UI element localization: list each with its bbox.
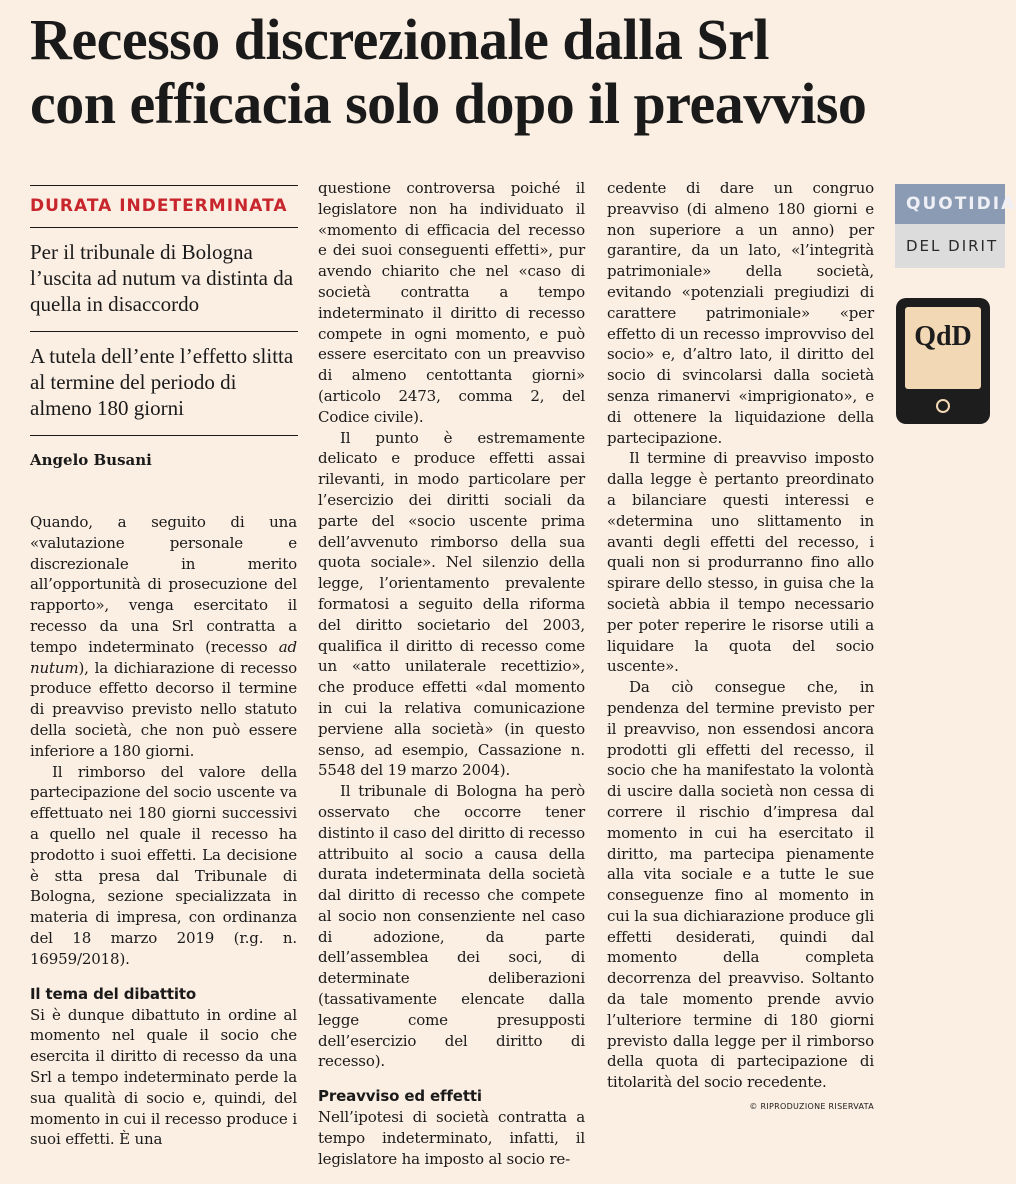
kicker: DURATA INDETERMINATA xyxy=(30,196,288,216)
banner-title: QUOTIDIA xyxy=(895,184,1005,224)
paragraph: questione controversa poiché il legislatore non ha individuato il «momento di efficacia del recesso e dei suoi conseguenti effetti», pur avendo chiarito che nel «caso di società contratta a tempo indeterminato il diritto di recesso compete in ogni momento, e può essere esercitato con un preavviso di almeno centottanta giorni» (articolo 2473, comma 2, del Codice civile). xyxy=(318,179,585,426)
subheading: Il tema del dibattito xyxy=(30,984,197,1003)
paragraph: cedente di dare un congruo preavviso (di almeno 180 giorni e non superiore a un anno) per garantire, da un lato, «l’integrità patrimoniale» della società, evitando «potenziali pregiudizi di carattere patrimoniale» «per effetto di un recesso improvviso del socio» e, d’altro lato, il diritto del socio di svincolarsi dalla società senza rimanervi «imprigionato», e di ottenere la liquidazione della partecipazione. xyxy=(607,179,874,447)
sidebar xyxy=(30,185,298,469)
text: Quando, a seguito di una «valutazione personale e discrezionale in merito all’opportunità di prosecuzione del rapporto», venga esercitato il recesso da una Srl contratta a tempo indeterminato (recesso xyxy=(30,513,297,656)
paragraph: Da ciò consegue che, in pendenza del termine previsto per il preavviso, non essendosi ancora prodotti gli effetti del recesso, il socio che ha manifestato la volontà di uscire dalla società non cessa di correre il rischio d’impresa dal momento in cui ha esercitato il diritto, ma partecipa pienamente alla vita sociale e a tutte le sue conseguenze fino al momento in cui la sua dichiarazione produce gli effetti desiderati, quindi dal momento della completa decorrenza del preavviso. Soltanto da tale momento prende avvio l’ulteriore termine di 180 giorni previsto dalla legge per il rimborso della quota di partecipazione di titolarità del socio recedente. xyxy=(607,678,874,1092)
article-column-2 xyxy=(318,178,585,1170)
article-column-3 xyxy=(607,178,874,1118)
paragraph: Nell’ipotesi di società contratta a tempo indeterminato, infatti, il legislatore ha imposto al socio re- xyxy=(318,1108,585,1168)
deck-2: A tutela dell’ente l’effetto slitta al termine del periodo di almeno 180 giorni xyxy=(30,344,294,420)
author-byline: Angelo Busani xyxy=(30,451,152,469)
paragraph: Il punto è estremamente delicato e produce effetti assai rilevanti, in modo particolare per l’esercizio dei diritti sociali da parte del «socio uscente prima dell’avvenuto rimborso della sua quota sociale». Nel silenzio della legge, l’orientamento prevalente formatosi a seguito della riforma del diritto societario del 2003, qualifica il diritto di recesso come un «atto unilaterale recettizio», che produce effetti «dal momento in cui la relativa comunicazione perviene alla società» (in questo senso, ad esempio, Cassazione n. 5548 del 19 marzo 2004). xyxy=(318,428,585,780)
paragraph xyxy=(30,512,297,762)
paragraph: Il tribunale di Bologna ha però osservato che occorre tener distinto il caso del diritto di recesso attribuito al socio a causa della durata indeterminata della società dal diritto di recesso che compete al socio non consenziente nel caso di adozione, da parte dell’assemblea dei soci, di determinate deliberazioni (tassativamente elencate dalla legge come presupposti dell’esercizio del diritto di recesso). xyxy=(318,782,585,1071)
paragraph: Il rimborso del valore della partecipazione del socio uscente va effettuato nei 180 giorni successivi a quello nel quale il recesso ha prodotto i suoi effetti. La decisione è stta presa dal Tribunale di Bologna, sezione specializzata in materia di impresa, con ordinanza del 18 marzo 2019 (r.g. n. 16959/2018). xyxy=(30,762,297,968)
tablet-screen xyxy=(905,307,981,389)
qdd-logo: QdD xyxy=(914,321,972,352)
qdd-banner[interactable] xyxy=(895,184,1016,268)
copyright-notice: © RIPRODUZIONE RISERVATA xyxy=(749,1102,874,1112)
headline-line-2: con efficacia solo dopo il preavviso xyxy=(30,71,867,136)
tablet-home-button xyxy=(936,399,950,413)
article-column-1 xyxy=(30,512,297,1150)
subheading: Preavviso ed effetti xyxy=(318,1087,482,1106)
tablet-icon[interactable] xyxy=(896,298,990,424)
paragraph: Il termine di preavviso imposto dalla legge è pertanto preordinato a bilanciare questi interessi e «determina uno slittamento in avanti degli effetti del recesso, i quali non si produrranno fino allo spirare dello stesso, in guisa che la società abbia il tempo necessario per poter reperire le risorse utili a liquidare la quota del socio uscente». xyxy=(607,449,874,676)
headline-line-1: Recesso discrezionale dalla Srl xyxy=(30,7,769,72)
paragraph: Si è dunque dibattuto in ordine al momento nel quale il socio che esercita il diritto di recesso da una Srl a tempo indeterminato perde la sua qualità di socio e, quindi, del momento in cui il recesso produce i suoi effetti. È una xyxy=(30,1005,297,1149)
banner-subtitle: DEL DIRIT xyxy=(895,224,1005,268)
text: ), la dichiarazione di recesso produce effetto decorso il termine di preavviso previsto nello statuto della società, che non può essere inferiore a 180 giorni. xyxy=(30,658,297,760)
headline xyxy=(30,8,1000,136)
italic-text: ad nutum xyxy=(30,637,297,677)
deck-1: Per il tribunale di Bologna l’uscita ad nutum va distinta da quella in disaccordo xyxy=(30,240,294,316)
